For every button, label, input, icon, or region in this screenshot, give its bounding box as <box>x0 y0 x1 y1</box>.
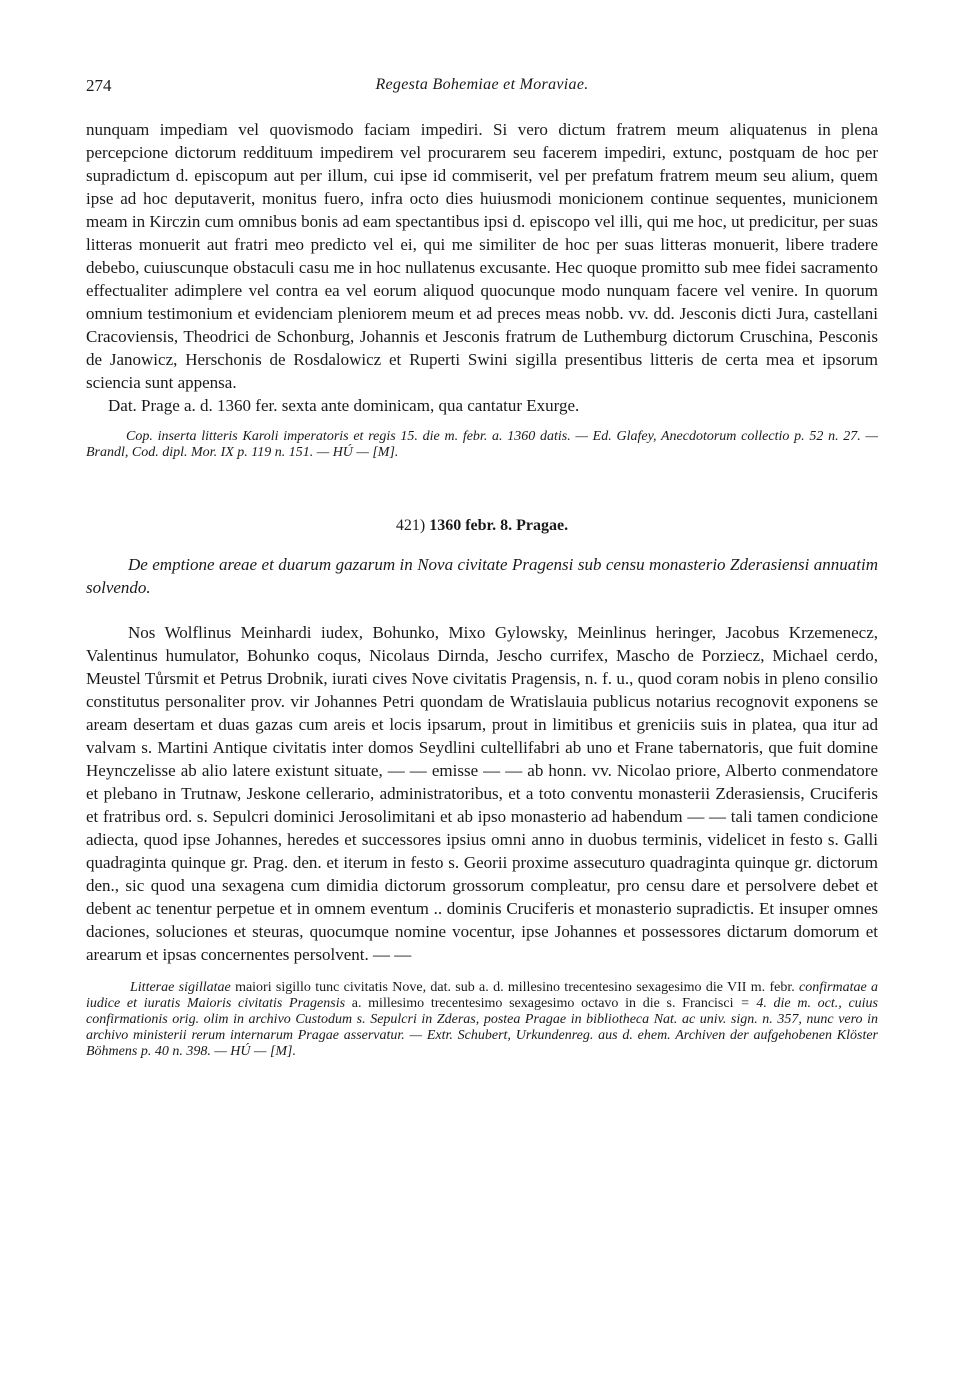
charter-heading <box>86 517 878 535</box>
dating-clause: Dat. Prage a. d. 1360 fer. sexta ante dominicam, qua cantatur Exurge. <box>108 396 580 415</box>
charter-body <box>86 621 878 966</box>
document-page <box>86 70 878 1060</box>
charter-date-place: 1360 febr. 8. Pragae. <box>429 517 569 534</box>
source-note-year: a. millesimo trecentesimo sexagesimo octavo in die s. Francisci <box>351 996 734 1011</box>
page-number: 274 <box>86 76 112 95</box>
running-title: Regesta Bohemiae et Moraviae. <box>375 76 589 93</box>
source-note <box>86 980 878 1060</box>
continuation-paragraph: nunquam impediam vel quovismodo faciam impediri. Si vero dictum fratrem meum aliquatenus in plena percepcione dictorum reddituum impedirem vel procurarem seu facerem impediri, extunc, postquam de hoc per supradictum d. episcopum aut per illum, cui ipse id commiserit, vel per prefatum fratrem meum seu alium, quem ipse ad hoc deputaverit, monitus fuero, infra octo dies huiusmodi monicionem continue sequentes, municionem meam in Kirczin cum omnibus bonis ad eam spectantibus ipsi d. episcopo vel illi, qui me hoc, ut predicitur, per suas litteras monuerit aut fratri meo predicto vel ei, qui me similiter de hoc per suas litteras monuerit, libere tradere debebo, cuiuscunque obstaculi casu me in hoc nullatenus excusante. Hec quoque promitto sub mee fidei sacramento effectualiter adimplere vel contra ea vel eorum aliquod quocunque modo nunquam facere vel venire. In quorum omnium testimonium et evidenciam pleniorem meum et ad preces meas nobb. vv. dd. Jesconis dicti Jura, castellani Cracoviensis, Theodrici de Schonburg, Johannis et Jesconis fratrum de Luthemburg dictorum Cruschina, Pesconis de Janowicz, Herschonis de Rosdalowicz et Ruperti Swini sigilla presentibus litteris de certa mea et ipsorum sciencia sunt appensa. <box>86 120 878 392</box>
charter-text: Nos Wolflinus Meinhardi iudex, Bohunko, Mixo Gylowsky, Meinlinus heringer, Jacobus Krzemenecz, Valentinus humulator, Bohunko coqus, Nicolaus Dirnda, Jescho currifex, Mascho de Porziecz, Michael cerdo, Meustel Tůrsmit et Petrus Drobnik, iurati cives Nove civitatis Pragensis, n. f. u., quod coram nobis in pleno consilio constitutus personaliter prov. vir Johannes Petri quondam de Wratislauia publicus notarius recognovit exponens se aream desertam et duas gazas cum areis et locis ipsarum, prout in limitibus et greniciis suis in platea, qua itur ad valvam s. Martini Antique civitatis inter domos Seydlini cultellifabri ab uno et Frane tabernatoris, que fuit domine Heynczelisse ab alio latere existunt situate, — — emisse — — ab honn. vv. Nicolao priore, Alberto conmendatore et plebano in Trutnaw, Jeskone cellerario, administratoribus, et a toto conventu monasterii Zderasiensis, Cruciferis et fratribus ord. s. Sepulcri dominici Jerosolimitani et ab ipso monasterio ad habendum — — tali tamen condicione adiecta, quod ipse Johannes, heredes et successores ipsius omni anno in duobus terminis, videlicet in festo s. Galli quadraginta quinque gr. Prag. den. et iterum in festo s. Georii proxime assecuturo quadraginta quinque gr. dictorum den., sic quod una sexagena cum dimidia dictorum grossorum compleatur, pro censu dare et persolvere debet et debent ac tenentur perpetue et in omnem eventum .. dominis Cruciferis et monasterio supradictis. Et insuper omnes daciones, soluciones et steuras, quocumque nomine vocentur, ipse Johannes et possessores dictarum domorum et arearum et ipsas concernentes persolvent. — — <box>86 623 878 964</box>
source-note-rest: = 4. die m. oct., cuius confirmationis orig. olim in archivo Custodum s. Sepulcri in Zderas, postea Pragae in bibliotheca Nat. ac univ. sign. n. 357, nunc vero in archivo ministerii rerum internarum Pragae asservatur. — Extr. Schubert, Urkundenreg. aus d. ehem. Archiven der aufgehobenen Klöster Böhmens p. 40 n. 398. — HÚ — [M]. <box>86 996 878 1059</box>
source-note-seal: maiori sigillo tunc civitatis Nove, dat. sub a. d. millesino trecentesino sexagesimo die VII m. febr. <box>235 980 795 995</box>
charter-number: 421) <box>395 517 426 534</box>
source-note-confirm: confirmatae a iudice et iuratis Maioris civitatis Pragensis <box>86 980 879 1011</box>
running-header <box>86 70 878 104</box>
charter-summary: De emptione areae et duarum gazarum in Nova civitate Pragensi sub censu monasterio Zderasiensi annuatim solvendo. <box>86 555 878 597</box>
edition-note: Cop. inserta litteris Karoli imperatoris et regis 15. die m. febr. a. 1360 datis. — Ed. Glafey, Anecdotorum collectio p. 52 n. 27. — Brandl, Cod. dipl. Mor. IX p. 119 n. 151. — HÚ — [M]. <box>86 429 878 460</box>
continuation-text <box>86 118 878 417</box>
source-note-lead: Litterae sigillatae <box>130 980 231 995</box>
